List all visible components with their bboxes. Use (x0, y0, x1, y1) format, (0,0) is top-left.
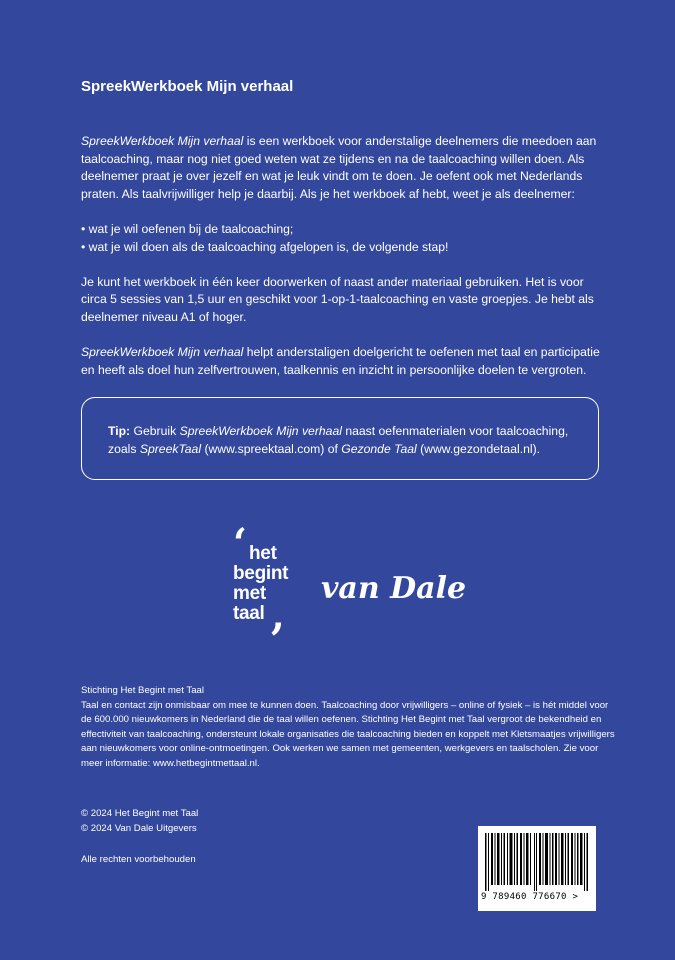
tip-spreektaal: SpreekTaal (139, 442, 202, 456)
goal-text: helpt anderstaligen doelgericht te oefenen met taal en participatie en heeft als doel hun zelfvertrouwen, taalkennis en inzicht in persoonlijke doelen te vergroten. (81, 345, 600, 377)
isbn-barcode (478, 826, 596, 911)
foundation-name: Stichting Het Begint met Taal (81, 685, 205, 696)
list-item: • wat je wil oefenen bij de taalcoaching; (81, 221, 601, 239)
usage-paragraph: Je kunt het werkboek in één keer doorwerken of naast ander materiaal gebruiken. Het is voor circa 5 sessies van 1,5 uur en geschikt voor 1-op-1-taalcoaching en vaste groepjes. Je hebt als deelnemer niveau A1 of hoger. (81, 274, 594, 324)
list-item: • wat je wil doen als de taalcoaching afgelopen is, de volgende stap! (81, 239, 601, 257)
logo-word: begint (233, 563, 289, 584)
logo-word: het (249, 543, 277, 564)
quote-mark-icon: ‘ (233, 520, 247, 567)
isbn-number: 9 789460 776670 > (481, 892, 579, 902)
tip-label: Tip: (108, 424, 131, 438)
foundation-info (81, 684, 621, 772)
logo-word: taal (233, 603, 265, 624)
tip-text: (www.gezondetaal.nl). (416, 442, 541, 456)
tip-book-title: SpreekWerkboek Mijn verhaal (179, 424, 342, 438)
logo-word: met (233, 583, 266, 604)
intro-text: is een werkboek voor anderstalige deelnemers die meedoen aan taalcoaching, maar nog niet goed weten wat ze tijdens en na de taalcoaching willen doen. Als deelnemer praat je over jezelf en wat je leuk vindt om te doen. Je oefent ook met Nederlands praten. Als taalvrijwilliger help je daarbij. Als je het werkboek af hebt, weet je als deelnemer: (81, 134, 597, 201)
rights-notice: Alle rechten voorbehouden (81, 854, 196, 865)
page-title: SpreekWerkboek Mijn verhaal (81, 78, 294, 95)
het-begint-met-taal-logo (233, 520, 323, 646)
tip-gezonde-taal: Gezonde Taal (341, 442, 417, 456)
foundation-description: Taal en contact zijn onmisbaar om mee te kunnen doen. Taalcoaching door vrijwilligers – online of fysiek – is hét middel voor de 600.000 nieuwkomers in Nederland die de taal willen oefenen. Stichting Het Begint met Taal vergroot de bekendheid en effectiviteit van taalcoaching, ondersteunt lokale organisaties die taalcoaching bieden en koppelt met Kletsmaatjes vrijwilligers aan nieuwkomers voor online-ontmoetingen. Ook werken we samen met gemeenten, werkgevers en taalscholen. Zie voor meer informatie: www.hetbegintmettaal.nl. (81, 699, 615, 769)
description (81, 133, 601, 397)
book-title-italic: SpreekWerkboek Mijn verhaal (81, 134, 244, 148)
van-dale-wordmark: van Dale (321, 571, 467, 606)
copyright-block (81, 807, 198, 836)
goals-list (81, 221, 601, 256)
tip-text: naast oefenmaterialen voor taalcoaching, zoals (108, 424, 569, 456)
book-title-italic: SpreekWerkboek Mijn verhaal (81, 345, 244, 360)
goal-paragraph (81, 344, 601, 379)
van-dale-logo (319, 564, 467, 614)
copyright-line: © 2024 Het Begint met Taal (81, 808, 199, 819)
intro-paragraph (81, 133, 601, 203)
publisher-logos (225, 520, 467, 646)
comma-icon: , (271, 592, 285, 639)
tip-text: (www.spreektaal.com) of (201, 442, 342, 456)
copyright-line: © 2024 Van Dale Uitgevers (81, 822, 197, 834)
barcode-bars (483, 833, 591, 891)
tip-box (81, 397, 599, 480)
tip-text: Gebruik (130, 424, 180, 438)
